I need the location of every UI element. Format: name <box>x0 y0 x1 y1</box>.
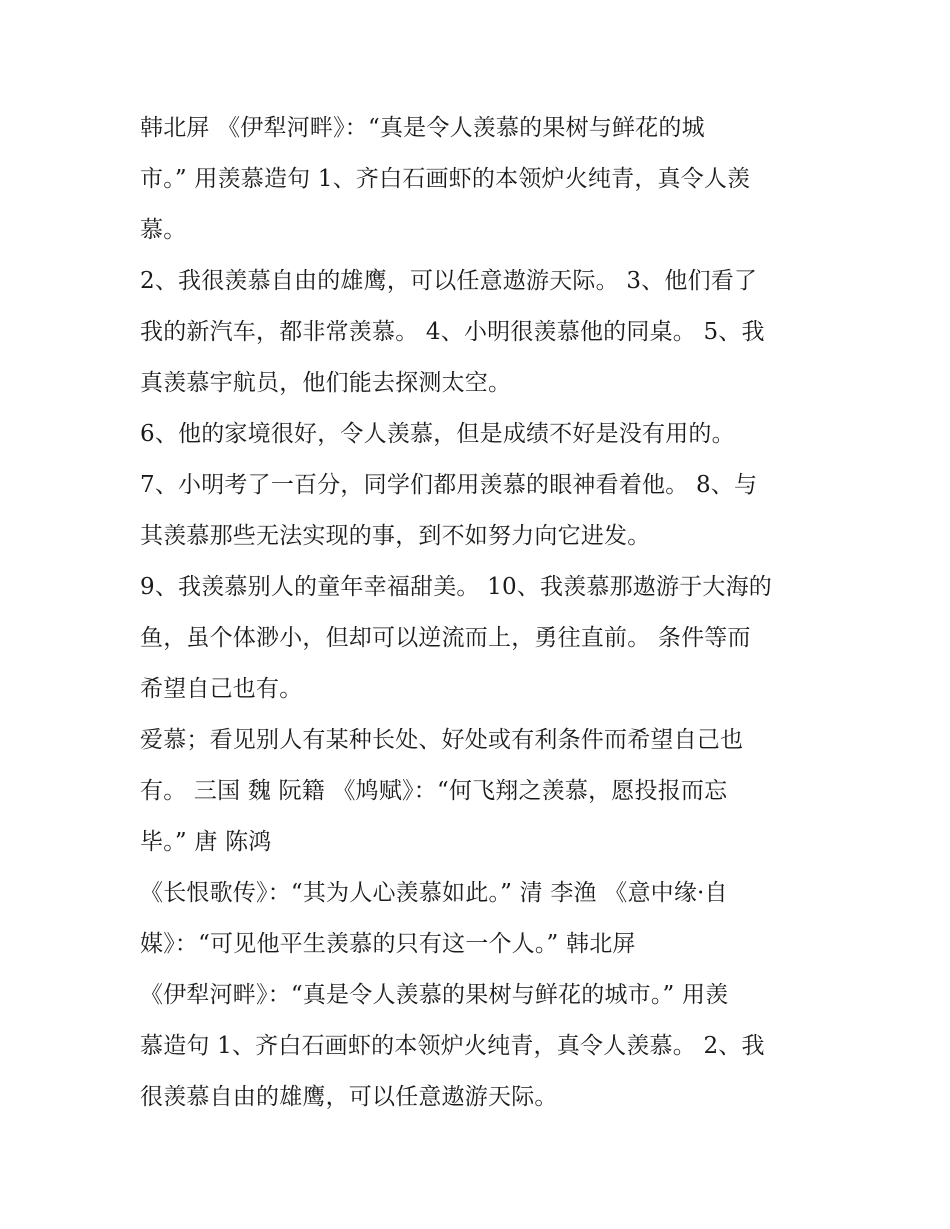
text-line: 爱慕；看见别人有某种长处、好处或有利条件而希望自己也 <box>140 727 744 753</box>
text-line: 6、他的家境很好，令人羡慕，但是成绩不好是没有用的。 <box>140 421 735 447</box>
text-line: 2、我很羡慕自由的雄鹰，可以任意遨游天际。 3、他们看了 <box>140 268 758 294</box>
text-line: 慕造句 1、齐白石画虾的本领炉火纯青，真令人羡慕。 2、我 <box>140 1033 765 1059</box>
text-line: 媒》：“可见他平生羡慕的只有这一个人。” 韩北屏 <box>140 931 636 957</box>
text-line: 毕。” 唐 陈鸿 <box>140 829 272 855</box>
text-line: 慕。 <box>140 217 187 243</box>
text-line: 7、小明考了一百分，同学们都用羡慕的眼神看着他。 8、与 <box>140 472 758 498</box>
text-line: 鱼，虽个体渺小，但却可以逆流而上，勇往直前。 条件等而 <box>140 625 751 651</box>
text-line: 很羡慕自由的雄鹰，可以任意遨游天际。 <box>140 1084 558 1110</box>
text-line: 其羡慕那些无法实现的事，到不如努力向它进发。 <box>140 523 651 549</box>
text-line: 《长恨歌传》：“其为人心羡慕如此。” 清 李渔 《意中缘·自 <box>140 880 728 906</box>
text-line: 希望自己也有。 <box>140 676 303 702</box>
text-line: 《伊犁河畔》：“真是令人羡慕的果树与鲜花的城市。” 用羡 <box>140 982 729 1008</box>
text-line: 韩北屏 《伊犁河畔》：“真是令人羡慕的果树与鲜花的城 <box>140 115 705 141</box>
text-line: 9、我羡慕别人的童年幸福甜美。 10、我羡慕那遨游于大海的 <box>140 574 773 600</box>
document-body <box>140 103 820 1123</box>
text-line: 有。 三国 魏 阮籍 《鸠赋》：“何飞翔之羡慕，愿投报而忘 <box>140 778 728 804</box>
text-line: 市。” 用羡慕造句 1、齐白石画虾的本领炉火纯青，真令人羡 <box>140 166 751 192</box>
text-line: 真羡慕宇航员，他们能去探测太空。 <box>140 370 512 396</box>
text-line: 我的新汽车，都非常羡慕。 4、小明很羡慕他的同桌。 5、我 <box>140 319 765 345</box>
